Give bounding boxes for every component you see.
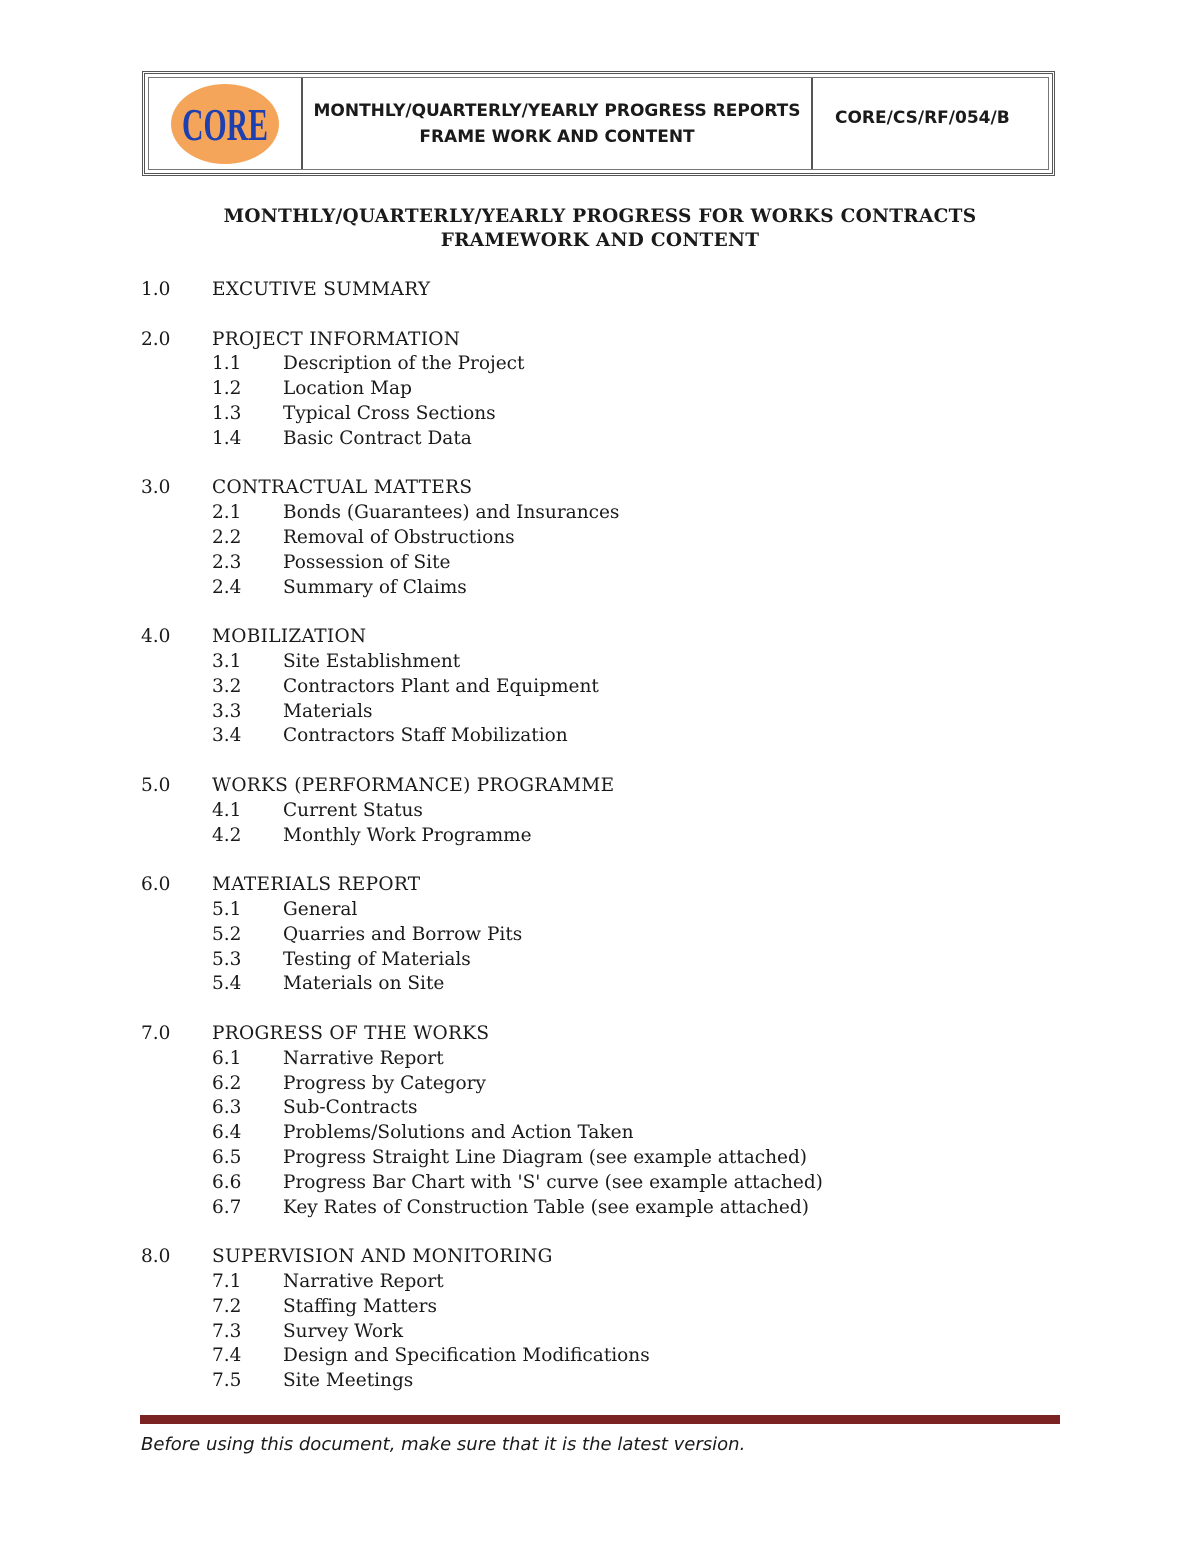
subsection-number: 1.3 — [212, 403, 242, 424]
subsection-number: 6.5 — [212, 1147, 242, 1168]
subsection-title: Site Establishment — [283, 651, 461, 672]
subsection-number: 6.2 — [212, 1072, 242, 1094]
subsection-title: Possession of Site — [283, 551, 451, 573]
subsection-number: 3.1 — [212, 651, 242, 672]
subsection-title: Monthly Work Programme — [283, 824, 532, 846]
subsection-title: Testing of Materials — [283, 948, 471, 970]
section-number: 8.0 — [141, 1246, 171, 1268]
document-title-line2: FRAMEWORK AND CONTENT — [440, 230, 760, 251]
subsection-number: 7.5 — [212, 1370, 242, 1392]
subsection-number: 6.6 — [212, 1171, 242, 1193]
subsection-title: Contractors Plant and Equipment — [283, 675, 599, 697]
subsection-title: Site Meetings — [283, 1370, 414, 1392]
subsection-title: Sub-Contracts — [283, 1097, 418, 1119]
section-number: 3.0 — [141, 477, 171, 499]
document-code: CORE/CS/RF/054/B — [835, 108, 1010, 128]
subsection-title: Narrative Report — [283, 1271, 444, 1292]
subsection-number: 3.4 — [212, 725, 242, 747]
svg-text:CORE: CORE — [182, 98, 268, 150]
footer-divider — [140, 1415, 1060, 1424]
section-number: 6.0 — [141, 874, 171, 896]
subsection-number: 3.2 — [212, 675, 242, 697]
subsection-title: Location Map — [283, 378, 412, 400]
subsection-title: Basic Contract Data — [283, 427, 472, 449]
subsection-number: 4.1 — [212, 799, 242, 821]
subsection-number: 5.1 — [212, 899, 242, 920]
subsection-title: Removal of Obstructions — [283, 527, 515, 548]
header-title-line1: MONTHLY/QUARTERLY/YEARLY PROGRESS REPORTS — [313, 100, 801, 121]
subsection-title: General — [283, 899, 358, 920]
subsection-title: Progress Straight Line Diagram (see example attached) — [283, 1147, 808, 1168]
subsection-number: 1.1 — [212, 353, 242, 375]
section-title: MOBILIZATION — [212, 626, 367, 648]
section-title: PROJECT INFORMATION — [212, 328, 461, 350]
section-title: EXCUTIVE SUMMARY — [212, 279, 431, 300]
subsection-number: 6.1 — [212, 1047, 242, 1069]
subsection-number: 4.2 — [212, 824, 242, 846]
section-title: MATERIALS REPORT — [212, 874, 421, 896]
subsection-number: 2.4 — [212, 576, 242, 598]
subsection-number: 2.1 — [212, 502, 242, 524]
subsection-number: 1.2 — [212, 378, 242, 400]
section-title: WORKS (PERFORMANCE) PROGRAMME — [212, 775, 615, 796]
subsection-title: Design and Specification Modifications — [283, 1345, 650, 1367]
header-title-cell — [303, 78, 813, 169]
subsection-title: Quarries and Borrow Pits — [283, 923, 523, 945]
subsection-number: 3.3 — [212, 700, 242, 722]
subsection-number: 5.4 — [212, 973, 242, 995]
subsection-title: Progress by Category — [283, 1072, 486, 1094]
subsection-number: 6.4 — [212, 1122, 242, 1144]
subsection-number: 1.4 — [212, 427, 242, 449]
subsection-number: 5.3 — [212, 948, 242, 970]
subsection-number: 6.7 — [212, 1196, 242, 1218]
core-logo — [169, 82, 281, 166]
section-number: 7.0 — [141, 1023, 171, 1044]
subsection-title: Narrative Report — [283, 1047, 444, 1069]
section-number: 2.0 — [141, 328, 171, 350]
subsection-number: 7.2 — [212, 1295, 242, 1317]
subsection-number: 2.3 — [212, 551, 242, 573]
document-title-line1: MONTHLY/QUARTERLY/YEARLY PROGRESS FOR WORKS CONTRACTS — [223, 206, 977, 227]
document-code-cell — [813, 78, 1048, 169]
section-title: PROGRESS OF THE WORKS — [212, 1023, 490, 1044]
subsection-number: 7.3 — [212, 1320, 242, 1342]
subsection-title: Materials — [283, 700, 373, 722]
subsection-title: Summary of Claims — [283, 576, 467, 598]
logo-cell — [149, 78, 303, 169]
subsection-title: Key Rates of Construction Table (see example attached) — [283, 1196, 809, 1218]
subsection-number: 7.1 — [212, 1271, 242, 1292]
section-number: 1.0 — [141, 279, 171, 300]
section-title: SUPERVISION AND MONITORING — [212, 1246, 553, 1268]
subsection-title: Materials on Site — [283, 973, 445, 995]
document-header — [142, 71, 1055, 176]
subsection-title: Progress Bar Chart with 'S' curve (see example attached) — [283, 1171, 823, 1193]
section-number: 4.0 — [141, 626, 171, 648]
subsection-number: 2.2 — [212, 527, 242, 548]
subsection-title: Typical Cross Sections — [283, 403, 496, 424]
section-number: 5.0 — [141, 775, 171, 796]
subsection-number: 6.3 — [212, 1097, 242, 1119]
subsection-title: Contractors Staff Mobilization — [283, 725, 568, 747]
header-title-line2: FRAME WORK AND CONTENT — [419, 126, 695, 147]
subsection-title: Staffing Matters — [283, 1295, 437, 1317]
subsection-title: Bonds (Guarantees) and Insurances — [283, 502, 620, 524]
subsection-title: Problems/Solutions and Action Taken — [283, 1122, 634, 1144]
subsection-title: Description of the Project — [283, 353, 525, 375]
footer-note: Before using this document, make sure that it is the latest version. — [141, 1434, 746, 1455]
section-title: CONTRACTUAL MATTERS — [212, 477, 473, 499]
subsection-number: 7.4 — [212, 1345, 242, 1367]
subsection-title: Survey Work — [283, 1320, 404, 1342]
subsection-number: 5.2 — [212, 923, 242, 945]
subsection-title: Current Status — [283, 799, 423, 821]
